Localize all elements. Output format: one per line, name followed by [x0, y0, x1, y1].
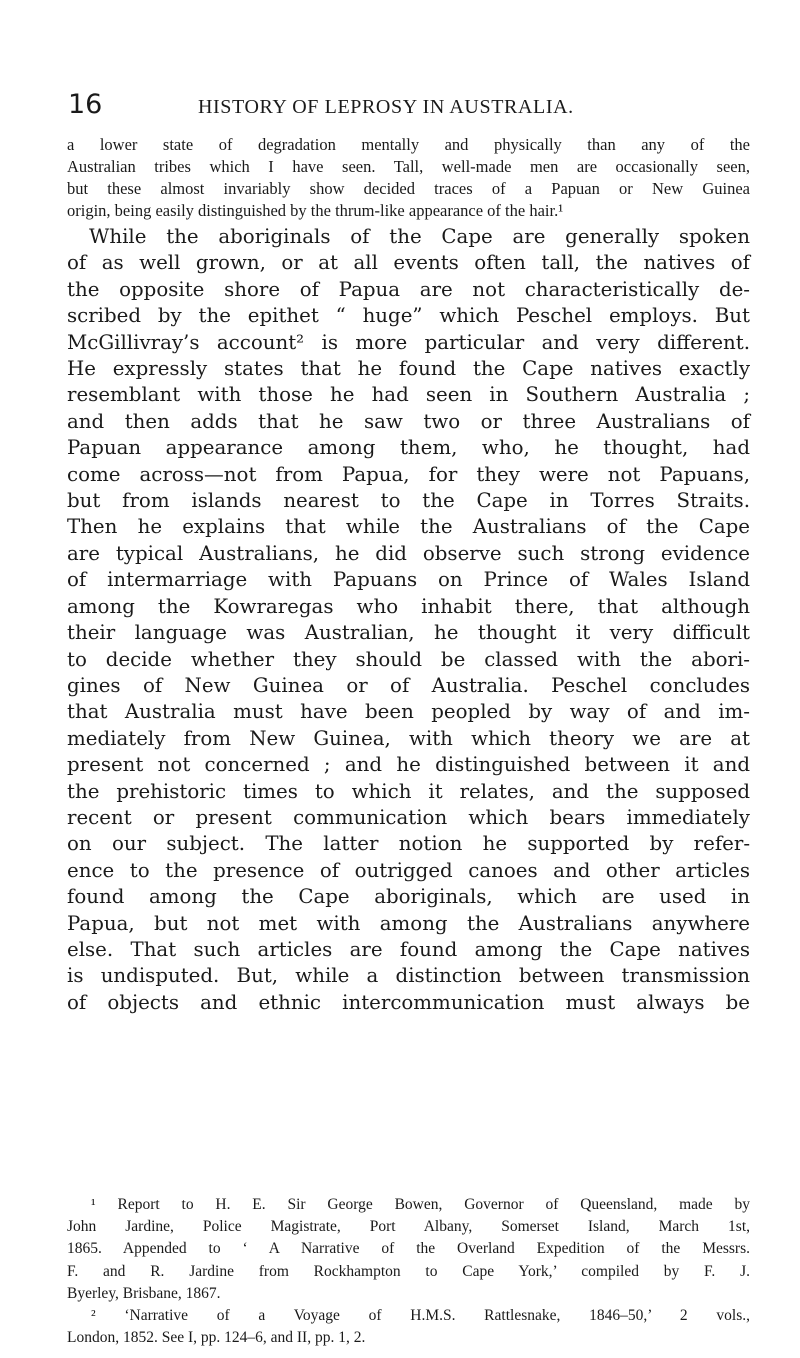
running-title: HISTORY OF LEPROSY IN AUSTRALIA. [198, 96, 574, 118]
lead-quotation-paragraph [67, 134, 750, 222]
text-line: mediately from New Guinea, with which theory we are at [67, 726, 750, 750]
page-number: 16 [68, 89, 103, 120]
text-line: their language was Australian, he thought it very difficult [67, 621, 750, 645]
main-paragraph [67, 224, 750, 1016]
text-line: present not concerned ; and he distinguished between it and [67, 753, 750, 777]
text-line: on our subject. The latter notion he supported by refer- [67, 832, 750, 856]
text-line: and then adds that he saw two or three Australians of [67, 409, 750, 433]
text-line: the opposite shore of Papua are not characteristically de- [67, 277, 750, 301]
text-line: to decide whether they should be classed with the abori- [67, 647, 750, 671]
footnote-line: ² ‘Narrative of a Voyage of H.M.S. Rattlesnake, 1846–50,’ 2 vols., [91, 1307, 750, 1325]
text-line: resemblant with those he had seen in Southern Australia ; [67, 383, 750, 407]
footnotes [67, 1194, 750, 1349]
text-line: are typical Australians, he did observe such strong evidence [67, 541, 750, 565]
text-line: Papuan appearance among them, who, he thought, had [67, 436, 750, 460]
footnote-line: ¹ Report to H. E. Sir George Bowen, Governor of Queensland, made by [91, 1196, 750, 1213]
footnote-line: 1865. Appended to ‘ A Narrative of the Overland Expedition of the Messrs. [67, 1240, 750, 1258]
text-line: of objects and ethnic intercommunication must always be [67, 990, 750, 1014]
text-line: gines of New Guinea or of Australia. Peschel concludes [67, 673, 750, 697]
text-line: the prehistoric times to which it relates, and the supposed [67, 779, 750, 803]
text-line: but these almost invariably show decided traces of a Papuan or New Guinea [67, 179, 750, 198]
footnote-line: John Jardine, Police Magistrate, Port Albany, Somerset Island, March 1st, [67, 1218, 750, 1236]
text-line: scribed by the epithet “ huge” which Peschel employs. But [67, 304, 750, 328]
text-line: that Australia must have been peopled by way of and im- [67, 700, 750, 724]
footnote-line: Byerley, Brisbane, 1867. [67, 1284, 221, 1302]
text-line: Then he explains that while the Australians of the Cape [67, 515, 750, 539]
text-line: is undisputed. But, while a distinction between transmission [67, 964, 750, 988]
text-line: Papua, but not met with among the Australians anywhere [67, 911, 750, 935]
text-line: of intermarriage with Papuans on Prince of Wales Island [67, 568, 750, 592]
text-line: While the aboriginals of the Cape are generally spoken [89, 225, 750, 248]
running-head [50, 88, 750, 128]
footnote-line: F. and R. Jardine from Rockhampton to Cape York,’ compiled by F. J. [67, 1262, 750, 1280]
text-line: He expressly states that he found the Cape natives exactly [67, 357, 750, 381]
text-line: ence to the presence of outrigged canoes and other articles [67, 858, 750, 882]
text-line: else. That such articles are found among the Cape natives [67, 937, 750, 961]
text-line: come across—not from Papua, for they were not Papuans, [67, 462, 750, 486]
text-line: of as well grown, or at all events often tall, the natives of [67, 251, 750, 275]
text-line: but from islands nearest to the Cape in Torres Straits. [67, 489, 750, 513]
text-line: recent or present communication which bears immediately [67, 805, 750, 829]
text-line: found among the Cape aboriginals, which are used in [67, 885, 750, 909]
text-line: Australian tribes which I have seen. Tall, well-made men are occasionally seen, [67, 157, 750, 176]
text-line: a lower state of degradation mentally and physically than any of the [67, 135, 750, 154]
text-line: among the Kowraregas who inhabit there, that although [67, 594, 750, 618]
footnote-line: London, 1852. See I, pp. 124–6, and II, pp. 1, 2. [67, 1329, 366, 1347]
text-line: McGillivray’s account² is more particular and very different. [67, 330, 750, 354]
text-line: origin, being easily distinguished by the thrum-like appearance of the hair.¹ [67, 201, 564, 220]
